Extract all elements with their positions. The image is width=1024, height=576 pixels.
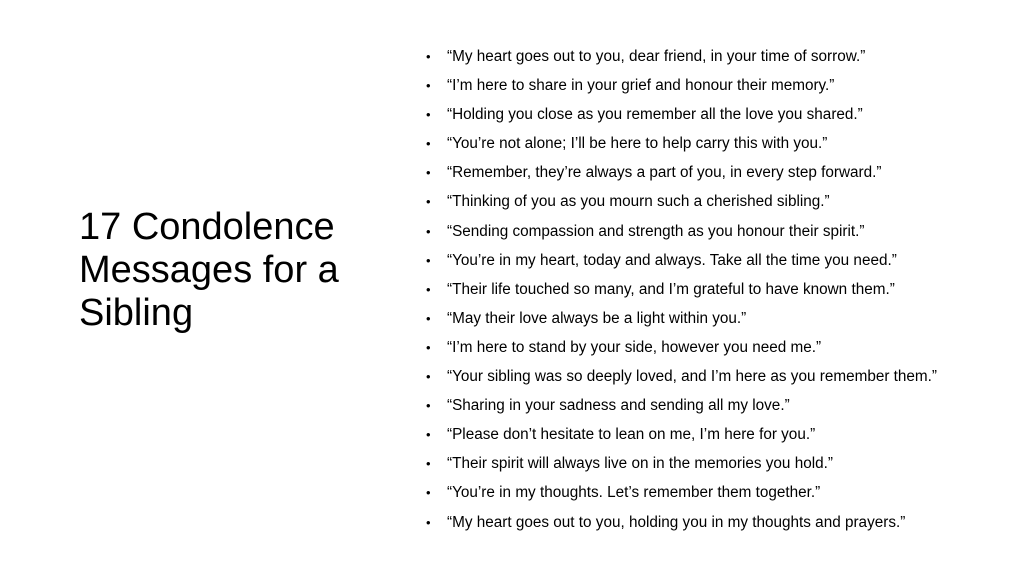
- message-text: “You’re in my heart, today and always. Take all the time you need.”: [447, 251, 897, 269]
- list-item: [426, 420, 1022, 449]
- list-item: [426, 304, 1022, 333]
- bullet-icon: •: [426, 78, 431, 94]
- message-text: “Thinking of you as you mourn such a cherished sibling.”: [447, 193, 830, 211]
- list-item: [426, 478, 1022, 507]
- message-text: “My heart goes out to you, holding you in my thoughts and prayers.”: [447, 513, 906, 531]
- bullet-icon: •: [426, 223, 431, 239]
- message-text: “Their life touched so many, and I’m grateful to have known them.”: [447, 280, 895, 298]
- message-text: “You’re in my thoughts. Let’s remember them together.”: [447, 484, 821, 502]
- message-text: “I’m here to share in your grief and honour their memory.”: [447, 77, 835, 95]
- bullet-icon: •: [426, 369, 431, 385]
- list-item: [426, 71, 1022, 100]
- bullet-icon: •: [426, 136, 431, 152]
- message-text: “Sending compassion and strength as you honour their spirit.”: [447, 222, 865, 240]
- bullet-icon: •: [426, 252, 431, 268]
- bullet-icon: •: [426, 427, 431, 443]
- message-list: [426, 42, 1022, 537]
- message-text: “Holding you close as you remember all the love you shared.”: [447, 106, 863, 124]
- list-item: [426, 391, 1022, 420]
- bullet-icon: •: [426, 194, 431, 210]
- message-text: “I’m here to stand by your side, however you need me.”: [447, 338, 822, 356]
- message-text: “My heart goes out to you, dear friend, in your time of sorrow.”: [447, 48, 866, 65]
- bullet-icon: •: [426, 339, 431, 355]
- message-text: “Their spirit will always live on in the memories you hold.”: [447, 455, 833, 473]
- list-item: [426, 42, 1022, 71]
- list-item: [426, 333, 1022, 362]
- bullet-icon: •: [426, 281, 431, 297]
- list-item: [426, 187, 1022, 216]
- bullet-icon: •: [426, 485, 431, 501]
- message-text: “May their love always be a light within you.”: [447, 309, 747, 327]
- message-text: “You’re not alone; I’ll be here to help carry this with you.”: [447, 135, 828, 153]
- bullet-icon: •: [426, 456, 431, 472]
- list-item: [426, 100, 1022, 129]
- list-item: [426, 246, 1022, 275]
- bullet-icon: •: [426, 514, 431, 530]
- message-text: “Sharing in your sadness and sending all my love.”: [447, 397, 790, 415]
- bullet-icon: •: [426, 310, 431, 326]
- list-item: [426, 129, 1022, 158]
- list-item: [426, 217, 1022, 246]
- bullet-icon: •: [426, 49, 431, 64]
- list-item: [426, 508, 1022, 537]
- slide-title: 17 Condolence Messages for a Sibling: [79, 206, 339, 334]
- message-text: “Please don’t hesitate to lean on me, I’m here for you.”: [447, 426, 816, 444]
- message-text: “Your sibling was so deeply loved, and I’m here as you remember them.”: [447, 368, 938, 386]
- list-item: [426, 362, 1022, 391]
- bullet-icon: •: [426, 107, 431, 123]
- list-item: [426, 449, 1022, 478]
- bullet-icon: •: [426, 398, 431, 414]
- list-item: [426, 275, 1022, 304]
- bullet-icon: •: [426, 165, 431, 181]
- message-text: “Remember, they’re always a part of you, in every step forward.”: [447, 164, 882, 182]
- list-item: [426, 158, 1022, 187]
